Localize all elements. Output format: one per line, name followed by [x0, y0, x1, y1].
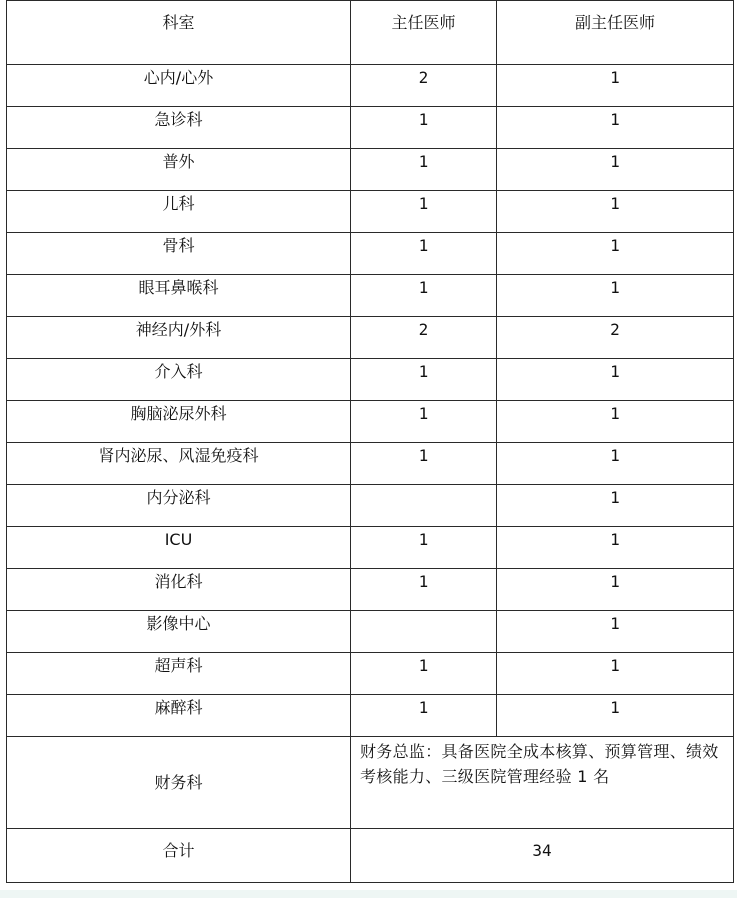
table-row	[7, 611, 734, 653]
department-cell: 胸脑泌尿外科	[7, 401, 351, 443]
header-chief-physician: 主任医师	[351, 1, 497, 65]
department-cell: 眼耳鼻喉科	[7, 275, 351, 317]
deputy-count-cell: 1	[497, 65, 734, 107]
chief-count-cell: 1	[351, 695, 497, 737]
finance-requirement-cell: 财务总监：具备医院全成本核算、预算管理、绩效考核能力、三级医院管理经验 1 名	[351, 737, 734, 829]
chief-count-cell: 1	[351, 653, 497, 695]
chief-count-cell	[351, 485, 497, 527]
chief-count-cell: 1	[351, 527, 497, 569]
department-cell: 心内/心外	[7, 65, 351, 107]
table-row	[7, 359, 734, 401]
deputy-count-cell: 2	[497, 317, 734, 359]
deputy-count-cell: 1	[497, 191, 734, 233]
deputy-count-cell: 1	[497, 359, 734, 401]
table-row	[7, 275, 734, 317]
department-cell: 麻醉科	[7, 695, 351, 737]
chief-count-cell: 1	[351, 359, 497, 401]
table-row	[7, 65, 734, 107]
chief-count-cell	[351, 611, 497, 653]
department-cell: 消化科	[7, 569, 351, 611]
department-cell: 介入科	[7, 359, 351, 401]
table-row	[7, 485, 734, 527]
chief-count-cell: 1	[351, 443, 497, 485]
table-row	[7, 653, 734, 695]
chief-count-cell: 2	[351, 65, 497, 107]
table-row	[7, 107, 734, 149]
header-department: 科室	[7, 1, 351, 65]
department-cell: 骨科	[7, 233, 351, 275]
department-cell: 普外	[7, 149, 351, 191]
chief-count-cell: 1	[351, 569, 497, 611]
deputy-count-cell: 1	[497, 443, 734, 485]
header-deputy-chief-physician: 副主任医师	[497, 1, 734, 65]
deputy-count-cell: 1	[497, 107, 734, 149]
bottom-divider-strip	[0, 890, 737, 898]
deputy-count-cell: 1	[497, 233, 734, 275]
table-row	[7, 317, 734, 359]
deputy-count-cell: 1	[497, 611, 734, 653]
finance-department-cell: 财务科	[7, 737, 351, 829]
chief-count-cell: 1	[351, 191, 497, 233]
deputy-count-cell: 1	[497, 695, 734, 737]
chief-count-cell: 1	[351, 401, 497, 443]
table-row	[7, 149, 734, 191]
department-cell: 神经内/外科	[7, 317, 351, 359]
total-label-cell: 合计	[7, 829, 351, 883]
department-cell: 肾内泌尿、风湿免疫科	[7, 443, 351, 485]
department-cell: 急诊科	[7, 107, 351, 149]
table-header-row	[7, 1, 734, 65]
chief-count-cell: 1	[351, 149, 497, 191]
department-cell: 影像中心	[7, 611, 351, 653]
deputy-count-cell: 1	[497, 485, 734, 527]
chief-count-cell: 1	[351, 107, 497, 149]
table-row	[7, 443, 734, 485]
staffing-table	[6, 0, 734, 883]
table-row	[7, 695, 734, 737]
department-cell: 超声科	[7, 653, 351, 695]
chief-count-cell: 1	[351, 233, 497, 275]
table-row	[7, 191, 734, 233]
department-cell: ICU	[7, 527, 351, 569]
table-row	[7, 401, 734, 443]
deputy-count-cell: 1	[497, 527, 734, 569]
chief-count-cell: 2	[351, 317, 497, 359]
table-row	[7, 527, 734, 569]
deputy-count-cell: 1	[497, 401, 734, 443]
deputy-count-cell: 1	[497, 569, 734, 611]
deputy-count-cell: 1	[497, 275, 734, 317]
total-value-cell: 34	[351, 829, 734, 883]
department-cell: 儿科	[7, 191, 351, 233]
finance-row	[7, 737, 734, 829]
total-row	[7, 829, 734, 883]
deputy-count-cell: 1	[497, 149, 734, 191]
department-cell: 内分泌科	[7, 485, 351, 527]
chief-count-cell: 1	[351, 275, 497, 317]
table-row	[7, 569, 734, 611]
deputy-count-cell: 1	[497, 653, 734, 695]
table-row	[7, 233, 734, 275]
